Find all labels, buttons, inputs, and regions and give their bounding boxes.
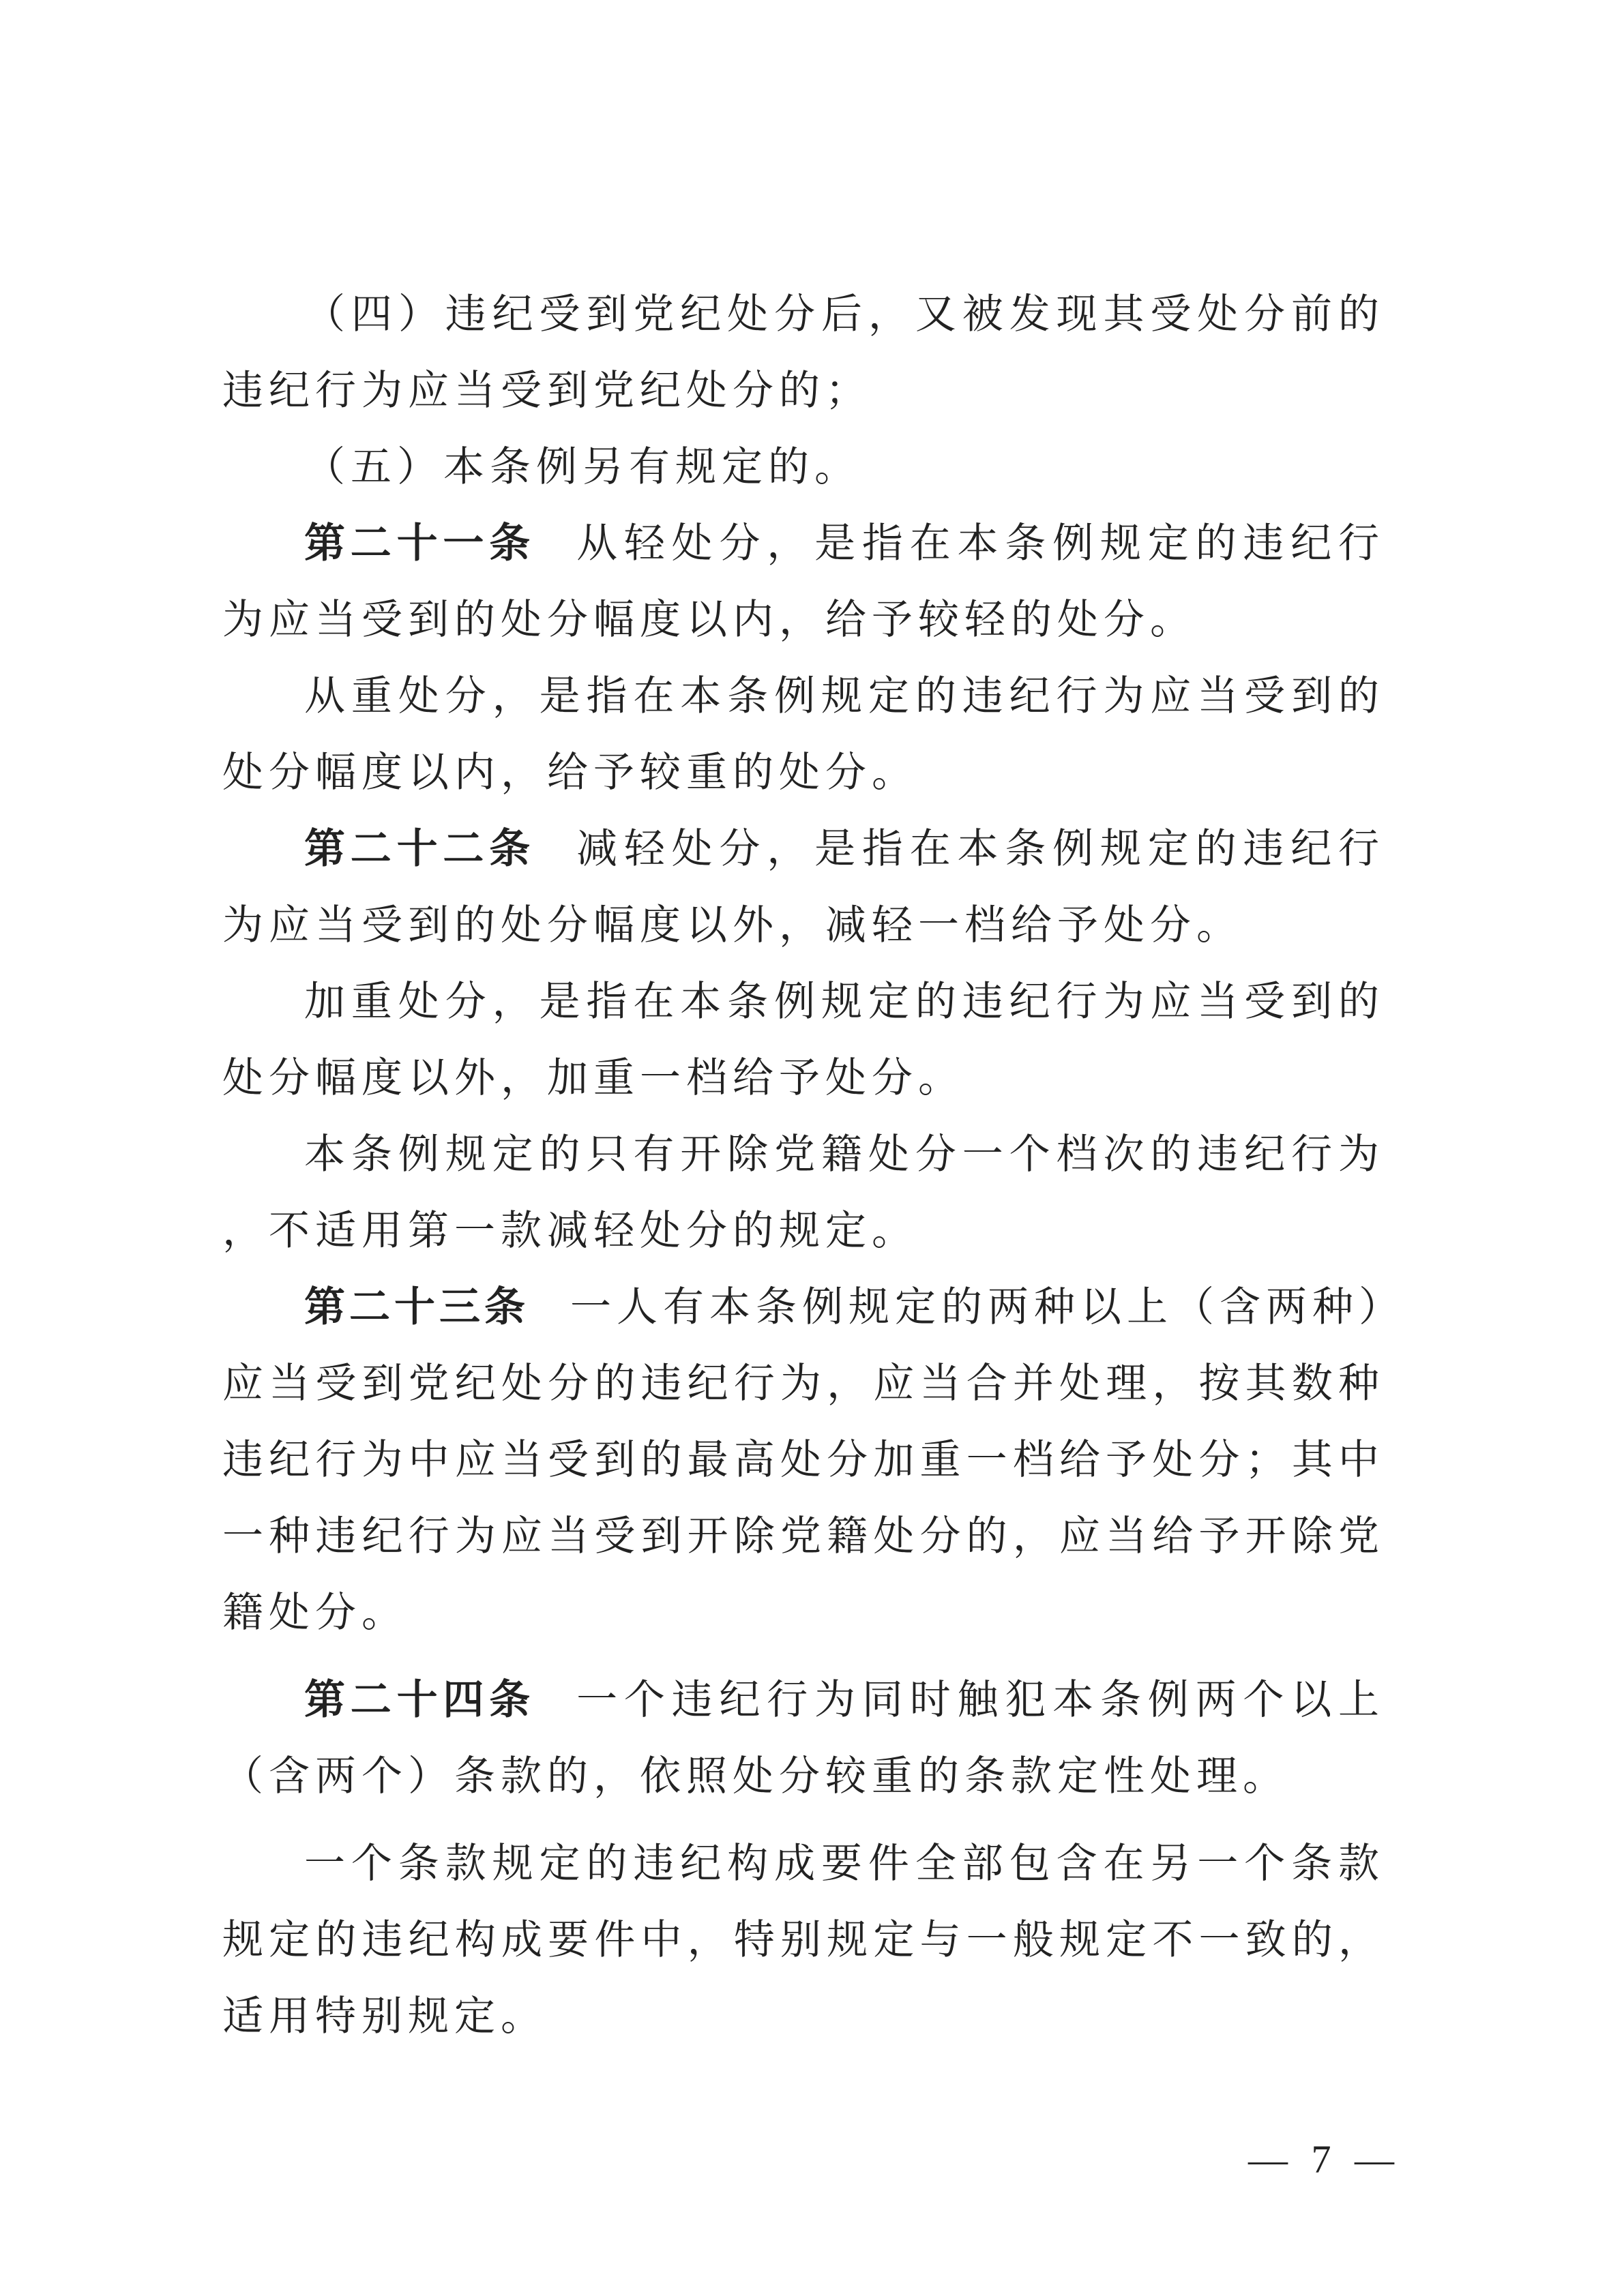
paragraph-text: （五）本条例另有规定的。 — [304, 443, 861, 491]
article-24-paragraph-2 — [222, 1825, 1385, 2055]
paragraph-text: 一人有本条例规定的两种以上（含两种）应当受到党纪处分的违纪行为，应当合并处理，按其数种违纪行为中应当受到的最高处分加重一档给予处分；其中一种违纪行为应当受到开除党籍处分的，应当给予开除党籍处分。 — [222, 1283, 1385, 1637]
paragraph-text: 本条例规定的只有开除党籍处分一个档次的违纪行为，不适用第一款减轻处分的规定。 — [222, 1131, 1385, 1255]
article-heading: 第二十三条 — [304, 1283, 529, 1331]
page-number: — 7 — — [1248, 2137, 1401, 2181]
paragraph-text: 从轻处分，是指在本条例规定的违纪行为应当受到的处分幅度以内，给予较轻的处分。 — [222, 520, 1385, 644]
article-21-paragraph-2 — [222, 658, 1385, 811]
article-24 — [222, 1662, 1385, 1815]
article-21 — [222, 505, 1385, 658]
article-22-paragraph-2 — [222, 964, 1385, 1116]
article-23 — [222, 1269, 1385, 1651]
article-heading: 第二十四条 — [304, 1676, 536, 1724]
paragraph-text: 一个条款规定的违纪构成要件全部包含在另一个条款规定的违纪构成要件中，特别规定与一般规定不一致的，适用特别规定。 — [222, 1840, 1385, 2040]
article-22-paragraph-3 — [222, 1116, 1385, 1269]
document-body — [222, 276, 1385, 2055]
article-22 — [222, 811, 1385, 964]
paragraph-text: 从重处分，是指在本条例规定的违纪行为应当受到的处分幅度以内，给予较重的处分。 — [222, 672, 1385, 796]
paragraph-item-5 — [222, 429, 1385, 505]
article-heading: 第二十一条 — [304, 520, 536, 567]
paragraph-text: 减轻处分，是指在本条例规定的违纪行为应当受到的处分幅度以外，减轻一档给予处分。 — [222, 825, 1385, 949]
article-heading: 第二十二条 — [304, 825, 536, 873]
paragraph-text: 加重处分，是指在本条例规定的违纪行为应当受到的处分幅度以外，加重一档给予处分。 — [222, 978, 1385, 1102]
paragraph-item-4 — [222, 276, 1385, 429]
paragraph-text: （四）违纪受到党纪处分后，又被发现其受处分前的违纪行为应当受到党纪处分的； — [222, 290, 1385, 415]
paragraph-text: 一个违纪行为同时触犯本条例两个以上（含两个）条款的，依照处分较重的条款定性处理。 — [222, 1676, 1385, 1800]
